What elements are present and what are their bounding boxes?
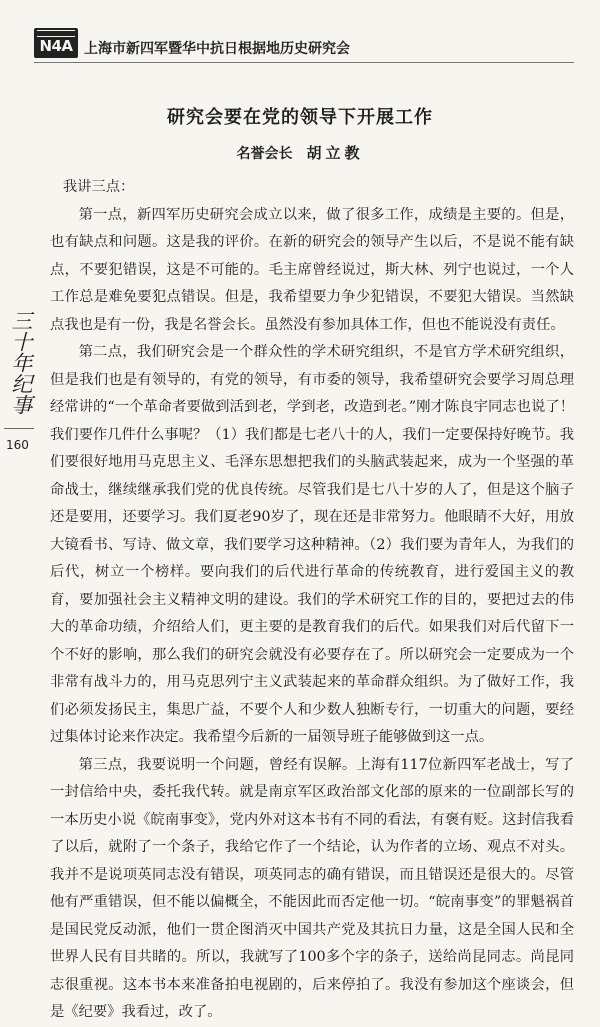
section-mark: 三十年纪事: [9, 310, 33, 415]
logo-stripe: [37, 30, 75, 37]
margin-divider: [4, 428, 34, 429]
paragraph-intro: 我讲三点：: [62, 179, 135, 195]
article-title: 研究会要在党的领导下开展工作: [167, 107, 433, 128]
logo-text: N4A: [39, 37, 73, 55]
page-number: 160: [6, 438, 29, 452]
article-body: [50, 174, 574, 1027]
header-divider: [34, 62, 574, 63]
paragraph-point-two: 第二点，我们研究会是一个群众性的学术研究组织，不是官方学术研究组织，但是我们也是有领导的，有党的领导，有市委的领导，我希望研究会要学习周总理经常讲的“一个革命者要做到活到老，学到老，改造到老。”刚才陈良宇同志也说了！我们要作几件什么事呢？（1）我们都是七老八十的人，我们一定要保持好晚节。我们要很好地用马克思主义、毛泽东思想把我们的头脑武装起来，成为一个坚强的革命战士，继续继承我们党的优良传统。尽管我们是七八十岁的人了，但是这个脑子还是要用，还要学习。我们夏老90岁了，现在还是非常努力。他眼睛不大好，用放大镜看书、写诗、做文章，我们要学习这种精神。（2）我们要为青年人，为我们的后代，树立一个榜样。要向我们的后代进行革命的传统教育，进行爱国主义的教育，要加强社会主义精神文明的建设。我们的学术研究工作的目的，要把过去的伟大的革命功绩，介绍给人们，更主要的是教育我们的后代。如果我们对后代留下一个不好的影响，那么我们的研究会就没有必要存在了。所以研究会一定要成为一个非常有战斗力的，用马克思列宁主义武装起来的革命群众组织。为了做好工作，我们必须发扬民主，集思广益，不要个人和少数人独断专行，一切重大的问题，要经过集体讨论来作决定。我希望今后新的一届领导班子能够做到这一点。: [50, 344, 574, 745]
paragraph-point-one: 第一点，新四军历史研究会成立以来，做了很多工作，成绩是主要的。但是，也有缺点和问题。这是我的评价。在新的研究会的领导产生以后，不是说不能有缺点，不要犯错误，这是不可能的。毛主席曾经说过，斯大林、列宁也说过，一个人工作总是难免要犯点错误。但是，我希望要力争少犯错误，不要犯大错误。当然缺点我也是有一份，我是名誉会长。虽然没有参加具体工作，但也不能说没有责任。: [50, 206, 574, 333]
byline: [0, 142, 600, 163]
byline-author: 胡立教: [306, 144, 364, 162]
paragraph-point-three: 第三点，我要说明一个问题，曾经有误解。上海有117位新四军老战士，写了一封信给中央，委托我代转。就是南京军区政治部文化部的原来的一位副部长写的一本历史小说《皖南事变》，党内外对这本书有不同的看法，有褒有贬。这封信我看了以后，就附了一个条子，我给它作了一个结论，认为作者的立场、观点不对头。我并不是说项英同志没有错误，项英同志的确有错误，而且错误还是很大的。尽管他有严重错误，但不能以偏概全，不能因此而否定他一切。“皖南事变”的罪魁祸首是国民党反动派，他们一贯企图消灭中国共产党及其抗日力量，这是全国人民和全世界人民有目共睹的。所以，我就写了100多个字的条子，送给尚昆同志。尚昆同志很重视。这本书本来准备拍电视剧的，后来停拍了。我没有参加这个座谈会，但是《纪要》我看过，改了。: [50, 756, 574, 1020]
organization-name: 上海市新四军暨华中抗日根据地历史研究会: [84, 41, 350, 57]
page-header: [0, 28, 600, 64]
byline-role: 名誉会长: [236, 146, 293, 162]
n4a-logo: [34, 28, 78, 58]
